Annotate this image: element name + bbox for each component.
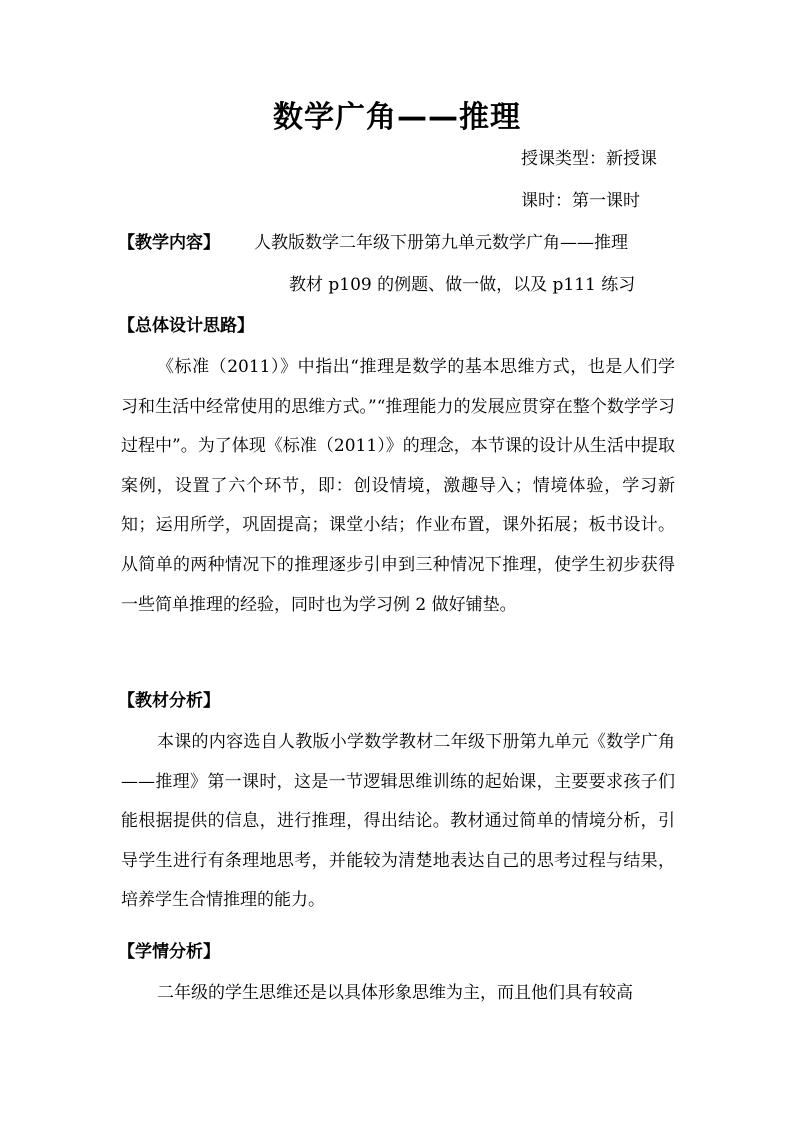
lesson-type: 授课类型：新授课	[521, 149, 657, 169]
design-heading: 【总体设计思路】	[118, 316, 254, 336]
student-analysis-paragraph: 二年级的学生思维还是以具体形象思维为主，而且他们具有较高	[157, 983, 633, 1003]
material-analysis-paragraph: 本课的内容选自人教版小学数学教材二年级下册第九单元《数学广角——推理》第一课时，这是一节逻辑思维训练的起始课，主要要求孩子们能根据提供的信息，进行推理，得出结论。教材通过简单的情境分析，引导学生进行有条理地思考，并能较为清楚地表达自己的思考过程与结果，培养学生合情推理的能力。	[121, 732, 675, 911]
teaching-content-line-1: 人教版数学二年级下册第九单元数学广角——推理	[254, 233, 628, 253]
design-paragraph: 《标准（2011）》中指出“推理是数学的基本思维方式，也是人们学习和生活中经常使用的思维方式。”“推理能力的发展应贯穿在整个数学学习过程中”。为了体现《标准（2011）》的理念，本节课的设计从生活中提取案例，设置了六个环节，即：创设情境，激趣导入；情境体验，学习新知；运用所学，巩固提高；课堂小结；作业布置，课外拓展；板书设计。从简单的两种情况下的推理逐步引申到三种情况下推理，使学生初步获得一些简单推理的经验，同时也为学习例 2 做好铺垫。	[121, 357, 675, 615]
material-analysis-heading: 【教材分析】	[118, 691, 220, 711]
document-title: 数学广角——推理	[273, 100, 521, 135]
lesson-period: 课时：第一课时	[521, 191, 640, 211]
teaching-content-line-2: 教材 p109 的例题、做一做，以及 p111 练习	[289, 275, 636, 295]
student-analysis-heading: 【学情分析】	[118, 942, 220, 962]
teaching-content-heading: 【教学内容】	[118, 233, 220, 253]
